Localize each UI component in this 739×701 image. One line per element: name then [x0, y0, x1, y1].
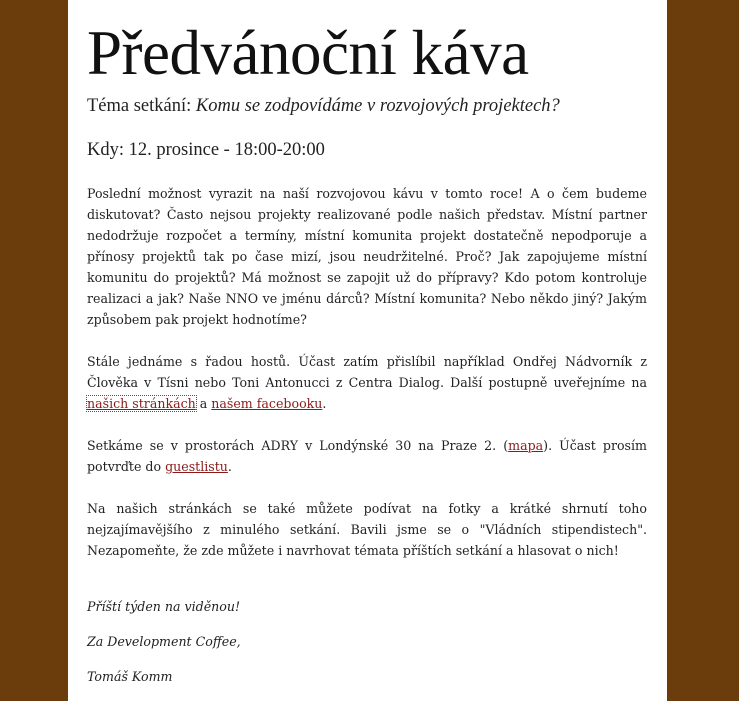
venue-text-end: .: [227, 459, 232, 474]
previous-meeting-paragraph: Na našich stránkách se také můžete podívat na fotky a krátké shrnutí toho nejzajímavějšího z minulého setkání. Bavili jsme se o "Vládních stipendistech". Nezapomeňte, že zde můžete i navrhovat témata příštích setkání a hlasovat o nich!: [87, 501, 647, 558]
content-page: [68, 0, 667, 701]
venue-text: Setkáme se v prostorách ADRY v Londýnské 30 na Praze 2. (: [87, 438, 509, 453]
signoff-line-1: Příští týden na viděnou!: [87, 599, 241, 614]
meeting-theme: [87, 94, 560, 118]
venue-text-mid: ). Účast prosím potvrďte do: [87, 438, 647, 474]
guests-text: Stále jednáme s řadou hostů. Účast zatím přislíbil například Ondřej Nádvorník z Člověka v Tísni nebo Toni Antonucci z Centra Dialog. Další postupně uveřejníme na: [87, 354, 647, 390]
venue-paragraph: [87, 435, 647, 477]
guestlist-link[interactable]: guestlistu: [165, 459, 228, 474]
guests-text-mid: a: [195, 396, 212, 411]
page-title: Předvánoční káva: [87, 18, 529, 88]
facebook-link[interactable]: našem facebooku: [211, 396, 323, 411]
signoff-line-2: Za Development Coffee,: [87, 634, 241, 649]
guests-text-end: .: [322, 396, 327, 411]
meeting-time: Kdy: 12. prosince - 18:00-20:00: [87, 140, 325, 160]
website-link[interactable]: našich stránkách: [87, 396, 196, 411]
signoff-author: Tomáš Komm: [87, 669, 173, 684]
intro-paragraph: Poslední možnost vyrazit na naší rozvojovou kávu v tomto roce! A o čem budeme diskutovat? Často nejsou projekty realizované podle našich představ. Místní partner nedodržuje rozpočet a termíny, místní komunita projekt dostatečně nepodporuje a přínosy projektů tak po čase mizí, jsou neudržitelné. Proč? Jak zapojujeme místní komunitu do projektů? Má možnost se zapojit už do přípravy? Kdo potom kontroluje realizaci a jak? Naše NNO ve jménu dárců? Místní komunita? Nebo někdo jiný? Jakým způsobem pak projekt hodnotíme?: [87, 186, 647, 327]
map-link[interactable]: mapa: [508, 438, 544, 453]
theme-label: Téma setkání:: [87, 96, 196, 116]
guests-paragraph: [87, 351, 647, 414]
theme-value: Komu se zodpovídáme v rozvojových projektech?: [195, 96, 560, 116]
